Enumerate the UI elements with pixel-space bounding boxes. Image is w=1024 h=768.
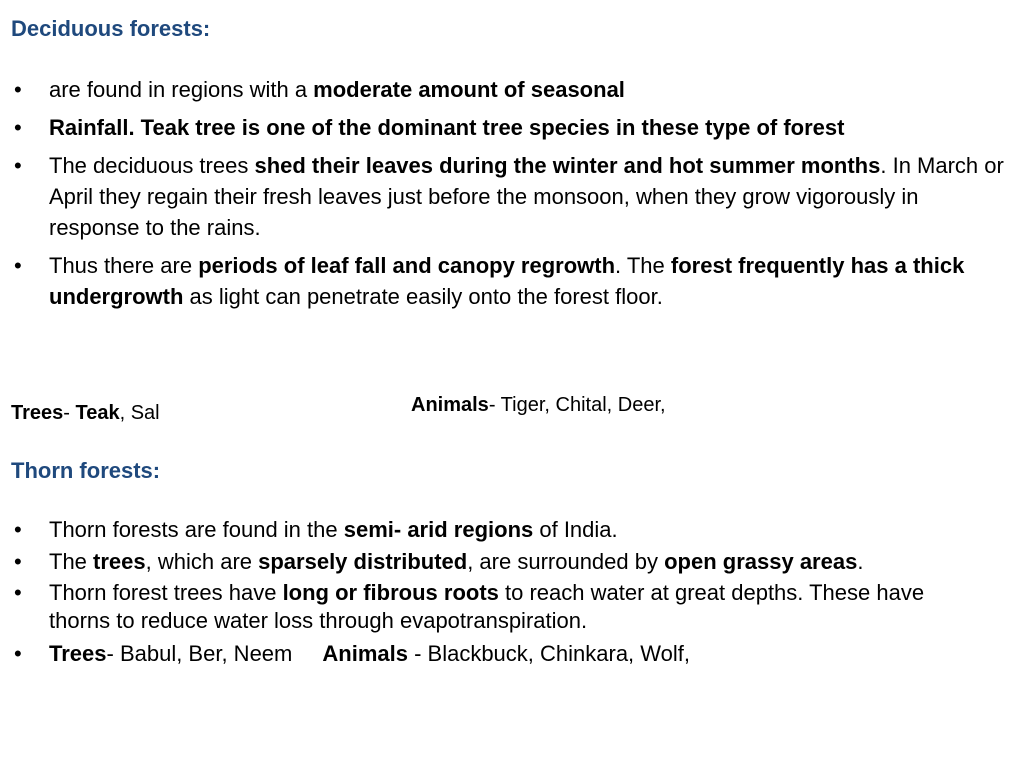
bullet-dot: • <box>14 253 22 278</box>
animals-label: Animals <box>411 394 489 416</box>
bullet-dot: • <box>14 580 22 605</box>
deciduous-animals-line <box>411 393 666 417</box>
bullet-bold-text: moderate amount of seasonal <box>313 77 625 102</box>
bullet-text: Thus there are <box>49 253 199 278</box>
trees-teak: Teak <box>75 402 120 424</box>
bullet-text: of India. <box>533 517 618 542</box>
deciduous-bullet-2 <box>0 112 1010 143</box>
bullet-bold-text: open grassy areas <box>664 549 858 574</box>
bullet-dot: • <box>14 549 22 574</box>
bullet-dot: • <box>14 115 22 140</box>
bullet-text: as light can penetrate easily onto the forest floor. <box>183 284 663 309</box>
bullet-text: The deciduous trees <box>49 153 255 178</box>
bullet-bold-text: long or fibrous roots <box>282 580 499 605</box>
bullet-bold-text: trees <box>93 549 146 574</box>
thorn-bullet-1 <box>0 514 1010 545</box>
bullet-text: , are surrounded by <box>467 549 665 574</box>
bullet-text: Thorn forest trees have <box>49 580 283 605</box>
bullet-bold-text: forest frequently has a thick undergrowth <box>49 253 965 309</box>
trees-rest: , Sal <box>119 402 160 424</box>
thorn-heading: Thorn forests: <box>11 458 161 483</box>
bullet-bold-text: Animals <box>322 641 408 666</box>
bullet-text: Thorn forests are found in the <box>49 517 344 542</box>
thorn-bullet-2 <box>0 548 1010 576</box>
thorn-bullet-list <box>0 514 1010 672</box>
bullet-text: are found in regions with a <box>49 77 314 102</box>
deciduous-bullet-1 <box>0 74 1010 105</box>
thorn-bullet-4 <box>0 638 1010 669</box>
animals-rest: - Tiger, Chital, Deer, <box>488 394 666 416</box>
trees-separator: - <box>63 402 76 424</box>
bullet-bold-text: sparsely distributed <box>258 549 468 574</box>
deciduous-bullet-list <box>0 74 1010 319</box>
bullet-dot: • <box>14 517 22 542</box>
bullet-text: . The <box>615 253 671 278</box>
bullet-dot: • <box>14 641 22 666</box>
bullet-bold-text: Rainfall. Teak tree is one of the dominant tree species in these type of forest <box>49 115 845 140</box>
deciduous-bullet-4 <box>0 250 1010 312</box>
bullet-bold-text: semi- arid regions <box>343 517 534 542</box>
bullet-text: - Babul, Ber, Neem <box>106 641 293 666</box>
thorn-bullet-3 <box>0 579 1010 635</box>
deciduous-heading: Deciduous forests: <box>11 16 211 41</box>
bullet-bold-text: periods of leaf fall and canopy regrowth <box>198 253 616 278</box>
bullet-text: - Blackbuck, Chinkara, Wolf, <box>407 641 690 666</box>
bullet-bold-text: Trees <box>49 641 107 666</box>
bullet-dot: • <box>14 77 22 102</box>
bullet-text: The <box>49 549 94 574</box>
trees-label: Trees <box>11 402 64 424</box>
deciduous-bullet-3 <box>0 150 1010 243</box>
bullet-dot: • <box>14 153 22 178</box>
bullet-text: , which are <box>145 549 259 574</box>
bullet-text: to reach water at great depths. These have thorns to reduce water loss through evapotranspiration. <box>49 580 925 633</box>
bullet-text: . In March or April they regain their fresh leaves just before the monsoon, when they grow vigorously in response to the rains. <box>49 153 1004 240</box>
bullet-bold-text: shed their leaves during the winter and hot summer months <box>254 153 881 178</box>
deciduous-trees-line <box>11 401 160 425</box>
bullet-text: . <box>857 549 864 574</box>
